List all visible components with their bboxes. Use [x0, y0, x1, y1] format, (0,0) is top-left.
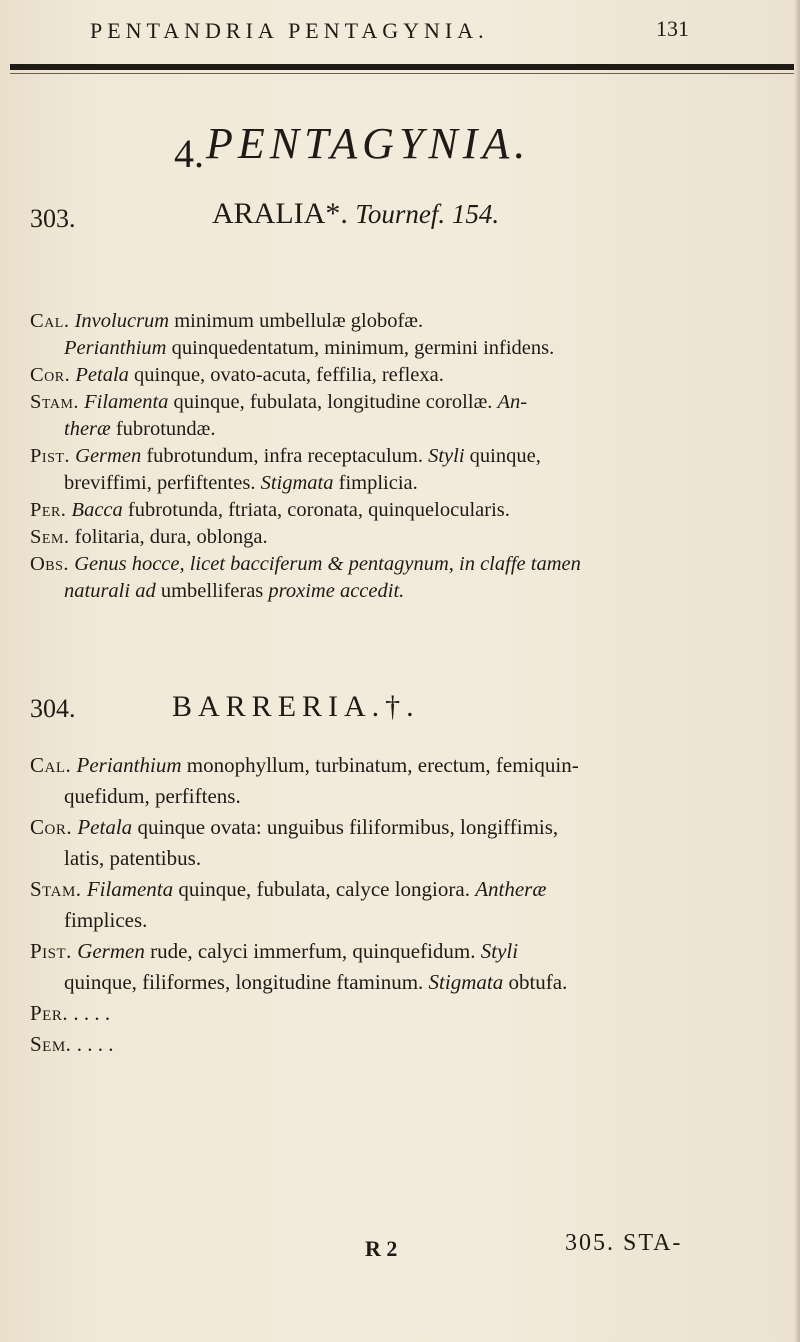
- text-segment: fimplices.: [64, 908, 148, 932]
- part-label: Cor.: [30, 364, 71, 386]
- part-label: Stam.: [30, 877, 82, 901]
- italic-term: Antheræ: [475, 877, 547, 901]
- header-rule-thin: [10, 73, 794, 74]
- text-segment: quinque, filiformes, longitudine ftaminum.: [64, 970, 429, 994]
- text-segment: quinque, fubulata, longitudine corollæ.: [168, 391, 498, 413]
- text-segment: minimum umbellulæ globofæ.: [169, 310, 424, 332]
- text-segment: . . . .: [71, 1032, 114, 1056]
- text-segment: latis, patentibus.: [64, 846, 202, 870]
- italic-term: Filamenta: [86, 877, 174, 901]
- genus-authority: Tournef. 154.: [355, 199, 500, 229]
- header-rule: [10, 64, 794, 70]
- italic-term: Bacca: [71, 499, 123, 521]
- genus-name: BARRERIA.†.: [172, 690, 420, 723]
- text-segment: quefidum, perfiftens.: [64, 784, 241, 808]
- description-line: [30, 998, 790, 1029]
- entry-description: [30, 750, 790, 1060]
- description-line: [30, 578, 790, 605]
- description-line: [30, 874, 790, 905]
- genus-name: ARALIA*.: [212, 197, 348, 230]
- italic-term: Petala: [77, 815, 133, 839]
- text-segment: umbelliferas: [155, 580, 269, 602]
- part-label: Cor.: [30, 815, 73, 839]
- text-segment: fubrotunda, ftriata, coronata, quinquelocularis.: [122, 499, 510, 521]
- italic-term: Styli: [480, 939, 519, 963]
- text-segment: rude, calyci immerfum, quinquefidum.: [144, 939, 481, 963]
- description-line: [30, 389, 790, 416]
- part-label: Per.: [30, 499, 67, 521]
- entry-description: [30, 308, 790, 605]
- italic-term: Styli: [428, 445, 465, 467]
- entry-number: 304.: [30, 694, 76, 723]
- description-line: [30, 967, 790, 998]
- running-head: PENTANDRIA PENTAGYNIA.: [90, 18, 489, 43]
- italic-term: Stigmata: [260, 472, 334, 494]
- description-line: [30, 416, 790, 443]
- entry-number: 303.: [30, 204, 76, 233]
- italic-term: Involucrum: [74, 310, 170, 332]
- description-line: [30, 750, 790, 781]
- genus-heading: [172, 690, 420, 724]
- italic-term: Stigmata: [428, 970, 504, 994]
- italic-term: naturali ad: [64, 580, 156, 602]
- description-line: [30, 524, 790, 551]
- section-number: 4.: [174, 131, 204, 176]
- text-segment: monophyllum, turbinatum, erectum, femiquin-: [181, 753, 579, 777]
- description-line: [30, 335, 790, 362]
- description-line: [30, 843, 790, 874]
- text-segment: fubrotundum, infra receptaculum.: [141, 445, 429, 467]
- description-line: [30, 905, 790, 936]
- page-edge-shadow: [794, 0, 800, 1342]
- description-line: [30, 812, 790, 843]
- part-label: Sem.: [30, 526, 70, 548]
- signature-mark: R 2: [365, 1236, 398, 1261]
- part-label: Stam.: [30, 391, 80, 413]
- italic-term: Genus hocce, licet bacciferum & pentagynum, in claffe tamen: [74, 553, 581, 575]
- italic-term: Filamenta: [84, 391, 169, 413]
- description-line: [30, 551, 790, 578]
- section-title: PENTAGYNIA.: [206, 119, 531, 168]
- genus-heading: [212, 197, 499, 231]
- part-label: Per.: [30, 1001, 69, 1025]
- part-label: Obs.: [30, 553, 70, 575]
- part-label: Cal.: [30, 310, 70, 332]
- description-line: [30, 443, 790, 470]
- description-line: [30, 497, 790, 524]
- text-segment: quinque,: [464, 445, 541, 467]
- part-label: Sem.: [30, 1032, 72, 1056]
- text-segment: . . . .: [68, 1001, 111, 1025]
- text-segment: folitaria, dura, oblonga.: [69, 526, 268, 548]
- text-segment: quinque ovata: unguibus filiformibus, longiffimis,: [132, 815, 559, 839]
- catchword: 305. STA-: [565, 1230, 683, 1256]
- text-segment: obtufa.: [503, 970, 568, 994]
- text-segment: fubrotundæ.: [110, 418, 216, 440]
- text-segment: breviffimi, perfiftentes.: [64, 472, 261, 494]
- description-line: [30, 308, 790, 335]
- italic-term: theræ: [64, 418, 111, 440]
- text-segment: quinque, fubulata, calyce longiora.: [173, 877, 476, 901]
- part-label: Pist.: [30, 445, 71, 467]
- description-line: [30, 936, 790, 967]
- italic-term: Perianthium: [76, 753, 182, 777]
- description-line: [30, 781, 790, 812]
- text-segment: fimplicia.: [333, 472, 418, 494]
- italic-term: Germen: [77, 939, 145, 963]
- description-line: [30, 362, 790, 389]
- italic-term: An-: [497, 391, 528, 413]
- description-line: [30, 470, 790, 497]
- text-segment: quinque, ovato-acuta, feffilia, reflexa.: [128, 364, 444, 386]
- part-label: Pist.: [30, 939, 72, 963]
- italic-term: Germen: [75, 445, 142, 467]
- italic-term: proxime accedit.: [268, 580, 405, 602]
- part-label: Cal.: [30, 753, 72, 777]
- description-line: [30, 1029, 790, 1060]
- page-number: 131: [656, 16, 689, 41]
- italic-term: Perianthium: [64, 337, 167, 359]
- text-segment: quinquedentatum, minimum, germini infidens.: [166, 337, 555, 359]
- italic-term: Petala: [75, 364, 129, 386]
